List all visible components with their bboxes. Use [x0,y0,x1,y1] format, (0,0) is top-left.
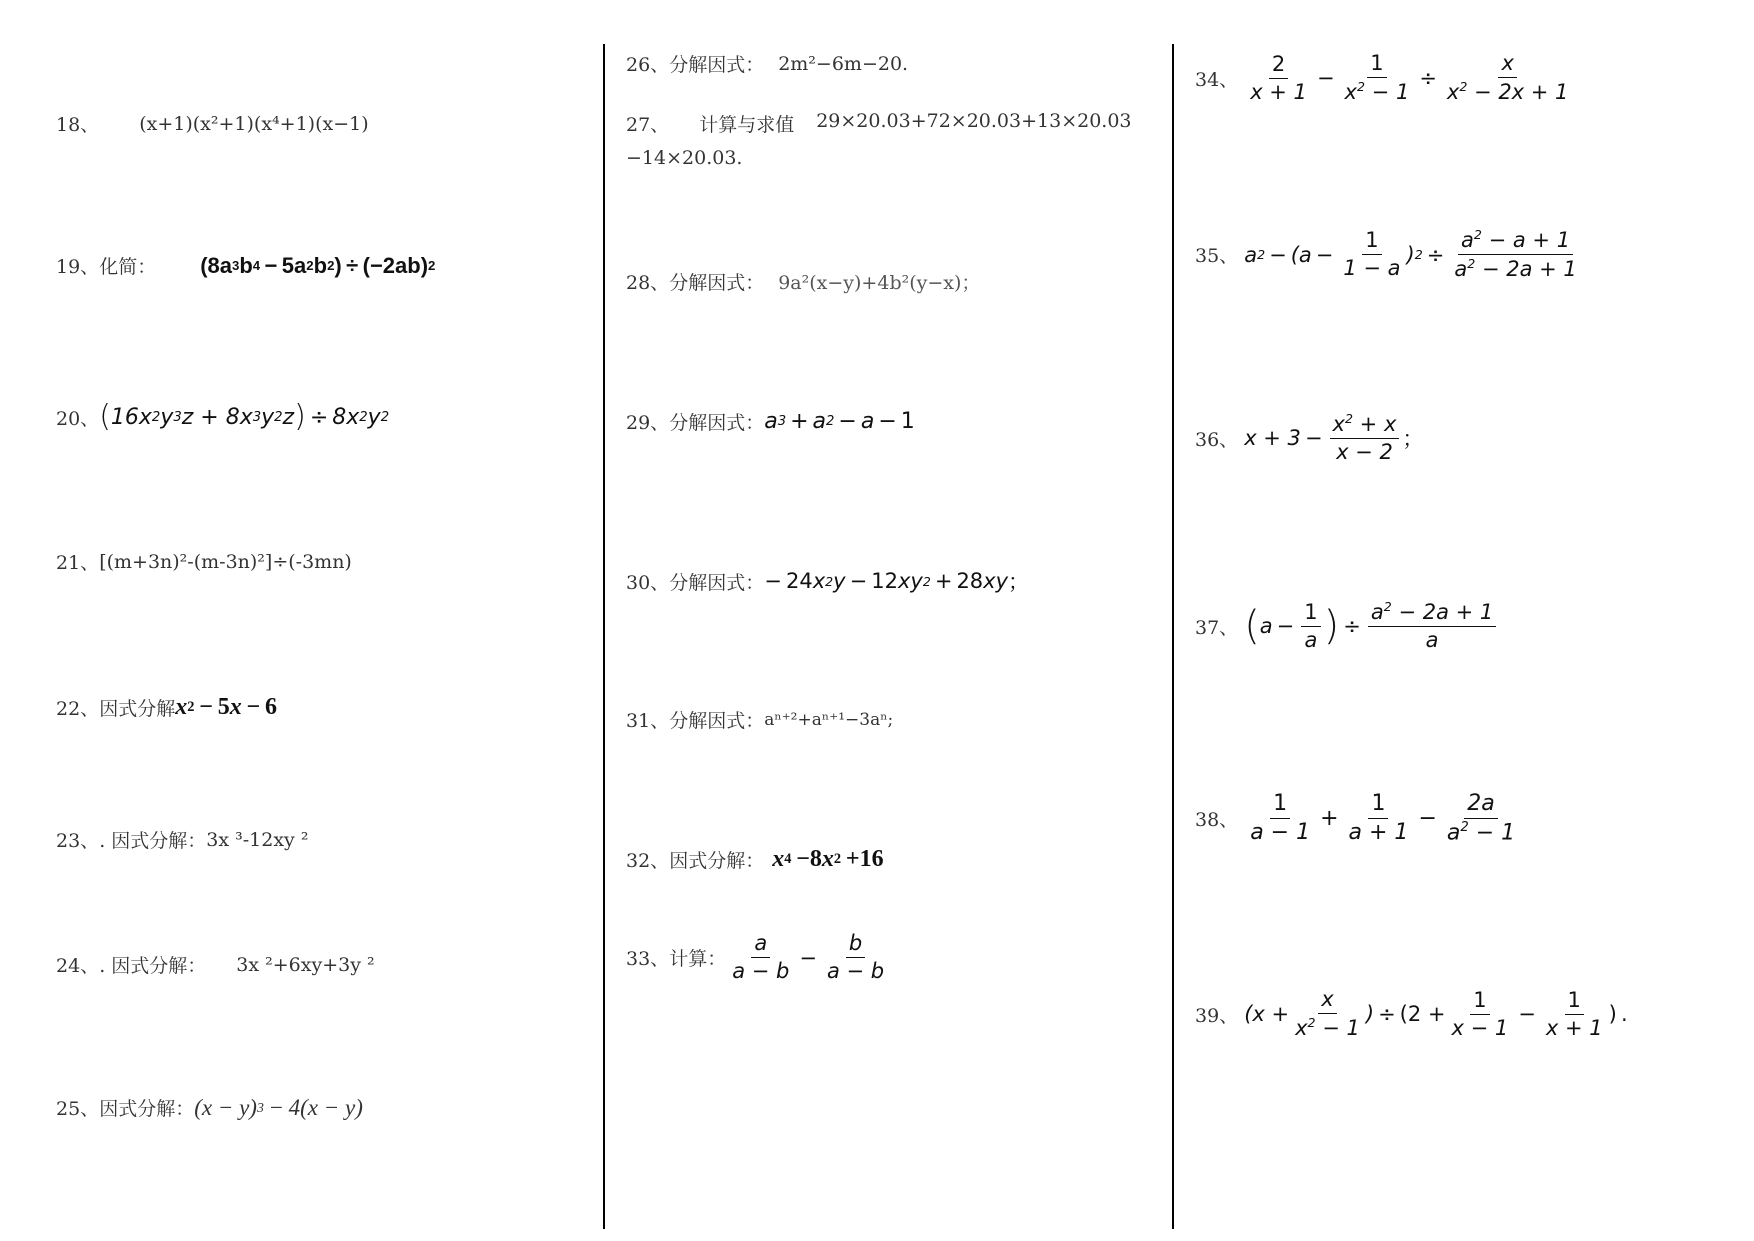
problem-label: 分解因式： [669,571,765,594]
problem-expression: $\frac{a}{a - b}$ − $\frac{b}{a - b}$ [732,931,885,984]
problem-expression: − 24 x 2 y − 12 xy 2 + 28 xy ； [764,569,1030,594]
problem-expression: 3x ³-12xy ² [206,828,309,851]
problem-expression: 9a²(x−y)+4b²(y−x)； [778,272,981,294]
column-divider-right [1172,44,1174,1229]
problem-19 [56,252,435,279]
problem-label: 化简： [99,256,157,278]
problem-number: 28、 [626,272,670,294]
problem-expression: aⁿ⁺²+aⁿ⁺¹−3aⁿ; [764,709,894,730]
problem-expression: x + 3 − $\frac{x^2 + x}{x - 2}$ ； [1244,411,1424,465]
problem-35 [1195,228,1583,281]
problem-expression: [(m+3n)²-(m-3n)²]÷(-3mn) [99,550,352,573]
problem-expression: 3x ²+6xy+3y ² [236,953,375,976]
problem-number: 39、 [1195,1004,1239,1027]
problem-expression: ( 16x 2 y 3 z + 8x 3 y 2 z ) ÷ 8x 2 y 2 [99,399,390,434]
problem-number: 30、 [626,571,670,594]
problem-18 [56,110,369,137]
problem-expression: x 4 −8 x 2 +16 [772,846,884,872]
problem-26 [626,50,908,77]
problem-32 [626,846,884,873]
problem-37 [1195,600,1499,652]
column-divider-left [603,44,605,1229]
problem-27 [626,110,1132,169]
problem-number: 22、 [56,698,100,720]
problem-23 [56,826,308,853]
problem-number: 27、 [626,114,670,136]
problem-label: 因式分解： [669,850,765,872]
problem-expression-line2: −14×20.03. [626,147,743,169]
problem-expression: a 3 + a 2 − a − 1 [764,409,915,434]
problem-label: 计算： [669,948,727,971]
problem-label: 因式分解： [99,1098,195,1120]
problem-33 [626,932,890,983]
problem-expression-line1: 29×20.03+72×20.03+13×20.03 [816,110,1132,132]
problem-29 [626,408,915,435]
problem-30 [626,566,1029,596]
problem-number: 36、 [1195,428,1239,451]
problem-number: 25、 [56,1098,100,1120]
problem-label: . 因式分解： [99,830,207,852]
problem-expression: 2m²−6m−20. [778,52,909,75]
problem-number: 38、 [1195,809,1239,832]
problem-expression: (x + $\frac{x}{x^2 - 1}$ ) ÷ (2 + $\frac{1}{x - 1}$ − $\frac{1}{x + 1}$ ) . [1244,987,1628,1041]
problem-24 [56,951,375,978]
problem-expression: (x+1)(x²+1)(x⁴+1)(x−1) [139,112,369,135]
problem-22 [56,694,277,721]
problem-20 [56,399,390,434]
problem-expression: (x − y) 3 − 4(x − y) [194,1094,363,1120]
problem-number: 20、 [56,407,100,430]
problem-31 [626,706,893,733]
problem-21 [56,548,352,575]
problem-label: . 因式分解： [99,955,207,977]
problem-number: 18、 [56,114,100,136]
problem-label: 因式分解 [99,698,176,720]
problem-25 [56,1094,363,1121]
problem-label: 计算与求值 [699,114,795,136]
problem-label: 分解因式： [669,272,765,294]
problem-expression: x 2 − 5 x − 6 [175,694,277,720]
problem-number: 37、 [1195,616,1239,639]
problem-number: 19、 [56,256,100,278]
problem-39 [1195,988,1628,1040]
problem-label: 分解因式： [669,412,765,434]
problem-38 [1195,792,1521,846]
problem-number: 35、 [1195,245,1239,268]
problem-number: 34、 [1195,68,1239,91]
problem-label: 分解因式： [669,710,765,732]
problem-number: 24、 [56,955,100,977]
problem-36 [1195,412,1423,464]
problem-number: 31、 [626,710,670,732]
problem-28 [626,268,980,295]
problem-label: 分解因式： [669,54,765,76]
problem-number: 29、 [626,412,670,434]
problem-number: 23、 [56,830,100,852]
problem-expression: (8a 3 b 4 − 5a 2 b 2 ) ÷ (−2ab) 2 [200,252,436,278]
problem-number: 32、 [626,850,670,872]
problem-number: 33、 [626,948,670,971]
problem-expression: a 2 − (a − $\frac{1}{1 - a}$ ) 2 ÷ $\frac{a^2 - a + 1}{a^2 - 2a + 1}$ [1244,227,1577,282]
problem-number: 21、 [56,552,100,574]
problem-expression: $\frac{1}{a - 1}$ + $\frac{1}{a + 1}$ − $\frac{2a}{a^2 - 1}$ [1250,791,1516,846]
problem-number: 26、 [626,54,670,76]
problem-expression: $\frac{2}{x + 1}$ − $\frac{1}{x^2 - 1}$ ÷ $\frac{x}{x^2 - 2x + 1}$ [1250,51,1569,105]
problem-expression: ( a − $\frac{1}{a}$ ) ÷ $\frac{a^2 - 2a + 1}{a}$ [1244,600,1499,652]
problem-34 [1195,52,1574,104]
